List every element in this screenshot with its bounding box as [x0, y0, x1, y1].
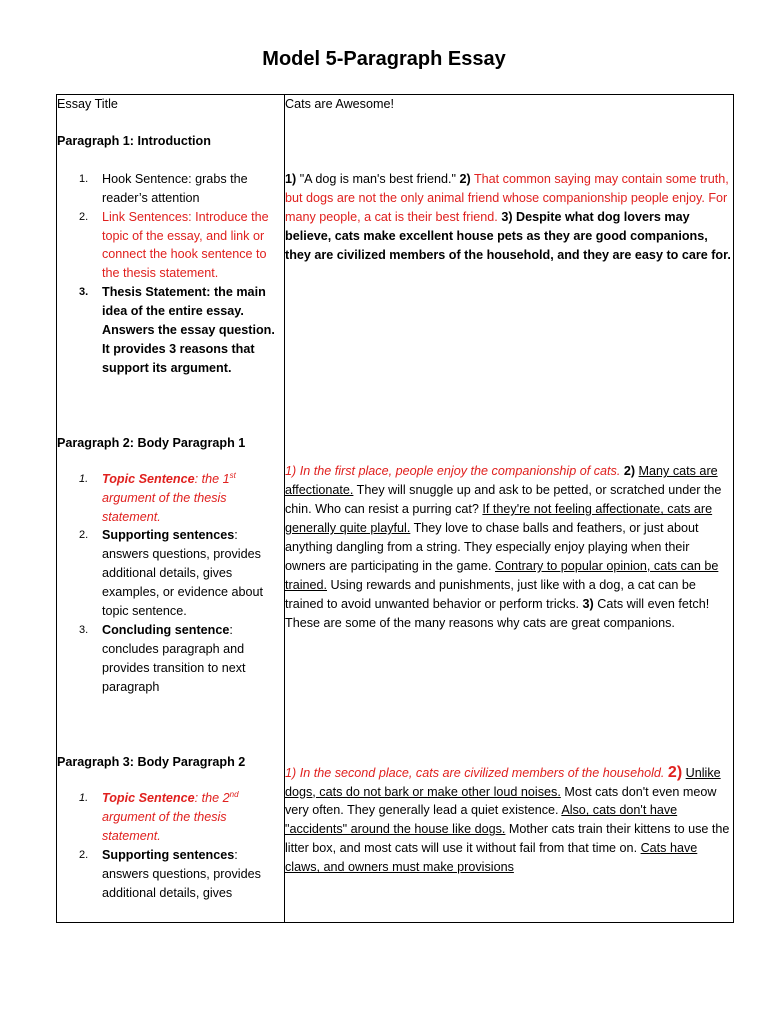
essay-title: Cats are Awesome!: [285, 97, 394, 111]
p2-item-3: 3. Concluding sentence: concludes paragraph and provides transition to next paragraph: [79, 622, 246, 694]
p3-item-1: 1. Topic Sentence: the 2nd argument of the thesis statement.: [79, 790, 239, 844]
page-title: Model 5-Paragraph Essay: [262, 48, 506, 70]
body2-paragraph: 1) In the second place, cats are civilized members of the household. 2) Unlike dogs, cats do not bark or make other loud noises. Most cats don't even meow very often. They generally lead a quiet existence. Also, cats don't have "accidents" around the house like dogs. Mother cats train their kittens to use the litter box, and most cats will use it without fail from that time on. Cats have claws, and owners must make provisions: [285, 763, 730, 875]
p2-list: [57, 470, 282, 697]
p2-item-2: 2. Supporting sentences: answers questions, provides additional details, gives examples, or evidence about topic sentence.: [79, 528, 264, 619]
p1-list: [57, 170, 282, 378]
p2-item-1: 1. Topic Sentence: the 1st argument of the thesis statement.: [79, 470, 236, 524]
p1-item-1: 1. Hook Sentence: grabs the reader’s attention: [79, 171, 248, 205]
p1-item-2: 2. Link Sentences: Introduce the topic of the essay, and link or connect the hook sentence to the thesis statement.: [79, 209, 269, 281]
right-column: [285, 95, 733, 877]
intro-paragraph: 1) "A dog is man's best friend." 2) That common saying may contain some truth, but dogs are not the only animal friend whose companionship people enjoy. For many people, a cat is their best friend. 3) Despite what dog lovers may believe, cats make excellent house pets as they are good companions, they are civilized members of the household, and they are easy to care for.: [285, 171, 731, 262]
p3-item-2: 2. Supporting sentences: answers questions, provides additional details, gives: [79, 848, 261, 900]
p3-heading: Paragraph 3: Body Paragraph 2: [57, 754, 246, 769]
left-column: [57, 95, 282, 903]
p2-heading: Paragraph 2: Body Paragraph 1: [57, 435, 246, 450]
p1-heading: Paragraph 1: Introduction: [57, 133, 211, 148]
body1-paragraph: 1) In the first place, people enjoy the companionship of cats. 2) Many cats are affectionate. They will snuggle up and ask to be petted, or scratched under the chin. Who can resist a purring cat? If they're not feeling affectionate, cats are generally quite playful. They love to chase balls and feathers, or just about anything dangling from a string. They especially enjoy playing when their owners are participating in the game. Contrary to popular opinion, cats can be trained. Using rewards and punishments, just like with a dog, a cat can be trained to avoid unwanted behavior or perform tricks. 3) Cats will even fetch! These are some of the many reasons why cats are great companions.: [285, 464, 722, 630]
p3-list: [57, 789, 282, 902]
p1-item-3: 3. Thesis Statement: the main idea of the entire essay. Answers the essay question. It provides 3 reasons that support its argument.: [79, 285, 275, 375]
essay-title-label: Essay Title: [57, 97, 118, 111]
